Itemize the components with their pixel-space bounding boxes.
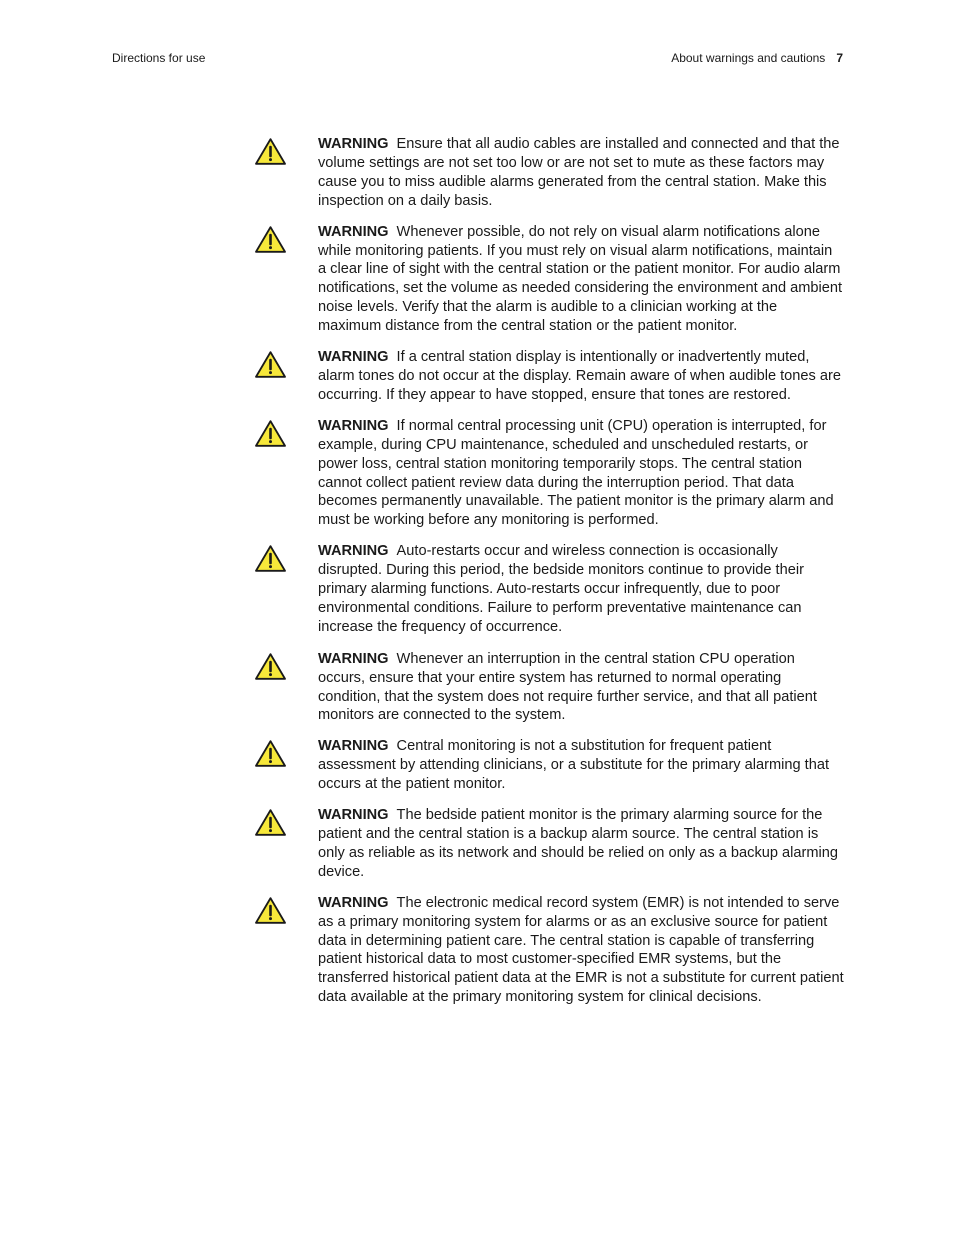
warning-text	[318, 894, 844, 1007]
warning-body: Whenever possible, do not rely on visual alarm notifications alone while monitoring patients. If you must rely on visual alarm notifications, maintain a clear line of sight with the central station or the patient monitor. For audio alarm notifications, set the volume as needed considering the environment and ambient noise levels. Verify that the alarm is audible to a clinician working at the maximum distance from the central station or the patient monitor.	[318, 223, 843, 335]
warning-triangle-icon	[254, 544, 287, 573]
warning-label: WARNING	[318, 738, 389, 755]
warning-item	[254, 806, 844, 882]
warning-triangle-icon	[254, 137, 287, 166]
warning-label: WARNING	[318, 136, 389, 152]
warning-triangle-icon	[254, 808, 287, 837]
warning-text	[318, 650, 844, 726]
warning-label: WARNING	[318, 223, 389, 240]
warning-triangle-icon	[254, 739, 287, 768]
warning-body: If normal central processing unit (CPU) operation is interrupted, for example, during CPU maintenance, scheduled and unscheduled restarts, or power loss, central station monitoring temporarily stops. The central station cannot collect patient review data during the interruption period. That data becomes permanently unavailable. The patient monitor is the primary alarm and must be working before any monitoring is performed.	[318, 417, 834, 529]
warning-item	[254, 737, 844, 794]
warning-text	[318, 135, 844, 211]
warning-label: WARNING	[318, 349, 389, 366]
warnings-list	[254, 135, 854, 1019]
warning-label: WARNING	[318, 807, 389, 824]
warning-body: The electronic medical record system (EMR) is not intended to serve as a primary monitoring system for alarms or as an exclusive source for patient data in determining patient care. The central station is capable of transferring patient historical data to most customer-specified EMR systems, but the transferred historical patient data at the EMR is not a substitute for current patient data available at the primary monitoring system for clinical decisions.	[318, 894, 844, 1006]
warning-triangle-icon	[254, 896, 287, 925]
warning-label: WARNING	[318, 894, 389, 911]
warning-body: The bedside patient monitor is the primary alarming source for the patient and the central station is a backup alarm source. The central station is only as reliable as its network and should be relied on only as a backup alarming device.	[318, 807, 839, 880]
warning-triangle-icon	[254, 419, 287, 448]
warning-label: WARNING	[318, 650, 389, 667]
warning-triangle-icon	[254, 225, 287, 254]
warning-item	[254, 417, 844, 530]
warning-body: If a central station display is intentionally or inadvertently muted, alarm tones do not occur at the display. Remain aware of when audible tones are occurring. If they appear to have stopped, ensure that tones are restored.	[318, 349, 841, 403]
document-title: Directions for use	[112, 51, 206, 65]
warning-body: Central monitoring is not a substitution for frequent patient assessment by attending clinicians, or a substitute for the primary alarming that occurs at the patient monitor.	[318, 738, 830, 793]
warning-item	[254, 348, 844, 405]
warning-body: Ensure that all audio cables are installed and connected and that the volume settings are not set too low or are not set to mute as these factors may cause you to miss audible alarms generated from the central station. Make this inspection on a daily basis.	[318, 136, 840, 209]
page-number: 7	[836, 51, 843, 65]
warning-item	[254, 135, 844, 211]
warning-item	[254, 650, 844, 726]
warning-item	[254, 223, 844, 336]
warning-text	[318, 223, 844, 336]
warning-text	[318, 348, 844, 405]
warning-label: WARNING	[318, 417, 389, 434]
section-title: About warnings and cautions	[671, 51, 826, 65]
warning-item	[254, 542, 844, 637]
warning-label: WARNING	[318, 543, 389, 560]
warning-body: Whenever an interruption in the central station CPU operation occurs, ensure that your entire system has returned to normal operating condition, that the system does not require further service, and that all patient monitors are connected to the system.	[318, 650, 817, 724]
warning-text	[318, 417, 844, 530]
warning-text	[318, 542, 844, 637]
warning-text	[318, 737, 844, 794]
running-header	[671, 49, 843, 67]
warning-item	[254, 894, 844, 1007]
warning-body: Auto-restarts occur and wireless connection is occasionally disrupted. During this period, the bedside monitors continue to provide their primary alarming functions. Auto-restarts occur infrequently, due to poor environmental conditions. Failure to perform preventative maintenance can increase the frequency of occurrence.	[318, 543, 804, 635]
page-header	[112, 49, 843, 67]
warning-triangle-icon	[254, 652, 287, 681]
warning-triangle-icon	[254, 350, 287, 379]
warning-text	[318, 806, 844, 882]
